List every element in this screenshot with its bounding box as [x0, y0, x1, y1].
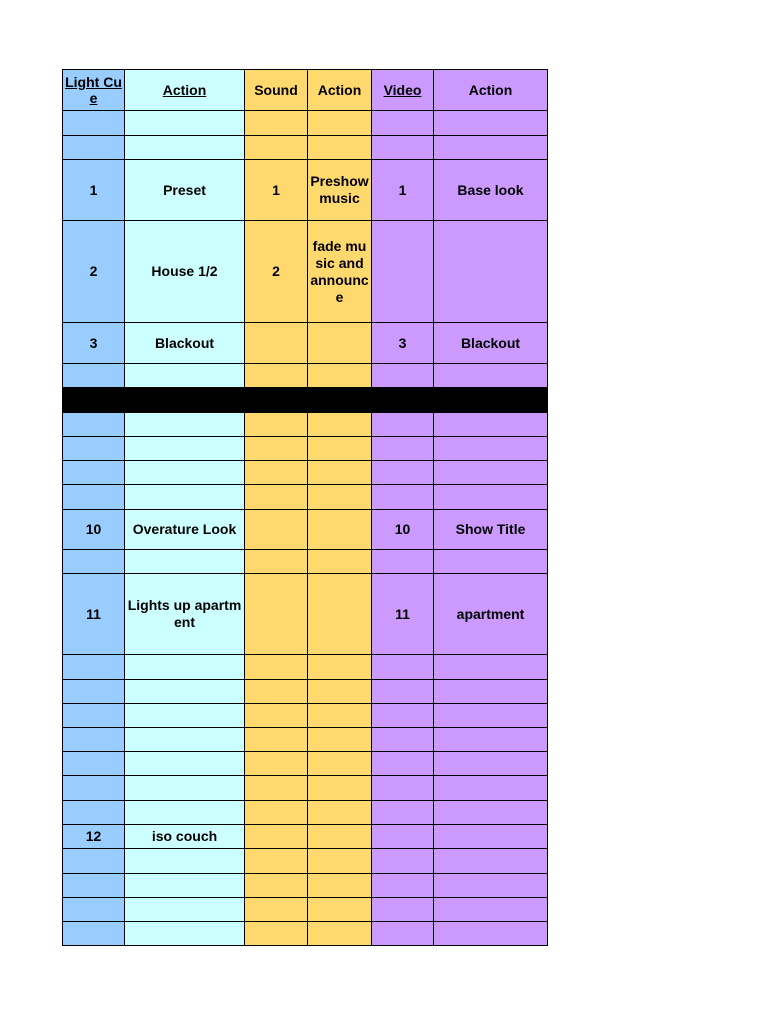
- sound-cue-cell[interactable]: [245, 728, 308, 752]
- light-action-cell[interactable]: [125, 136, 245, 160]
- light-cue-cell[interactable]: [63, 136, 125, 160]
- light-action-cell[interactable]: iso couch: [125, 825, 245, 849]
- light-cue-cell[interactable]: [63, 728, 125, 752]
- cue-row: [63, 111, 548, 136]
- cue-row: [63, 776, 548, 801]
- video-cue-cell[interactable]: [372, 437, 434, 461]
- video-cue-cell[interactable]: [372, 752, 434, 776]
- light-action-cell[interactable]: [125, 437, 245, 461]
- sound-action-cell[interactable]: [308, 849, 372, 874]
- sound-action-cell[interactable]: [308, 413, 372, 437]
- video-action-cell[interactable]: [434, 752, 548, 776]
- header-sound-action: Action: [308, 70, 372, 111]
- light-cue-cell[interactable]: [63, 655, 125, 680]
- cue-row: [63, 655, 548, 680]
- light-action-cell[interactable]: [125, 461, 245, 485]
- sound-action-cell[interactable]: fade music and announce: [308, 221, 372, 323]
- video-action-cell[interactable]: [434, 221, 548, 323]
- video-action-cell[interactable]: apartment: [434, 574, 548, 655]
- header-light-action: Action: [125, 70, 245, 111]
- video-cue-cell[interactable]: [372, 874, 434, 898]
- light-action-cell[interactable]: [125, 704, 245, 728]
- cue-row: [63, 574, 548, 655]
- sound-action-cell[interactable]: [308, 922, 372, 946]
- cue-row: [63, 922, 548, 946]
- light-cue-cell[interactable]: [63, 752, 125, 776]
- sound-cue-cell[interactable]: [245, 550, 308, 574]
- cue-row: [63, 413, 548, 437]
- sound-action-cell[interactable]: [308, 323, 372, 364]
- separator-cell: [125, 388, 245, 413]
- sound-cue-cell[interactable]: [245, 461, 308, 485]
- video-cue-cell[interactable]: [372, 849, 434, 874]
- sound-action-cell[interactable]: [308, 752, 372, 776]
- cue-row: [63, 364, 548, 388]
- cue-row: [63, 221, 548, 323]
- cue-row: [63, 752, 548, 776]
- sound-cue-cell[interactable]: [245, 136, 308, 160]
- sound-cue-cell[interactable]: [245, 680, 308, 704]
- video-cue-cell[interactable]: [372, 898, 434, 922]
- video-cue-cell[interactable]: 11: [372, 574, 434, 655]
- sound-action-cell[interactable]: [308, 825, 372, 849]
- light-action-cell[interactable]: [125, 898, 245, 922]
- sound-action-cell[interactable]: [308, 136, 372, 160]
- video-action-cell[interactable]: [434, 898, 548, 922]
- cue-row: [63, 680, 548, 704]
- cue-row: [63, 136, 548, 160]
- light-cue-cell[interactable]: [63, 111, 125, 136]
- video-action-cell[interactable]: [434, 728, 548, 752]
- sound-cue-cell[interactable]: [245, 898, 308, 922]
- light-cue-cell[interactable]: [63, 680, 125, 704]
- header-light-cue: Light Cue: [63, 70, 125, 111]
- sound-action-cell[interactable]: [308, 776, 372, 801]
- video-cue-cell[interactable]: [372, 485, 434, 510]
- separator-cell: [372, 388, 434, 413]
- video-action-cell[interactable]: [434, 874, 548, 898]
- separator-cell: [245, 388, 308, 413]
- video-cue-cell[interactable]: [372, 364, 434, 388]
- light-action-cell[interactable]: [125, 364, 245, 388]
- sound-action-cell[interactable]: [308, 704, 372, 728]
- video-action-cell[interactable]: Base look: [434, 160, 548, 221]
- sound-action-cell[interactable]: Preshow music: [308, 160, 372, 221]
- video-action-cell[interactable]: [434, 680, 548, 704]
- video-action-cell[interactable]: [434, 461, 548, 485]
- light-action-cell[interactable]: [125, 849, 245, 874]
- cue-row: [63, 323, 548, 364]
- light-action-cell[interactable]: [125, 801, 245, 825]
- video-action-cell[interactable]: [434, 437, 548, 461]
- video-cue-cell[interactable]: [372, 221, 434, 323]
- light-cue-cell[interactable]: 2: [63, 221, 125, 323]
- light-action-cell[interactable]: [125, 728, 245, 752]
- sound-cue-cell[interactable]: [245, 801, 308, 825]
- light-cue-cell[interactable]: [63, 874, 125, 898]
- sound-action-cell[interactable]: [308, 655, 372, 680]
- video-cue-cell[interactable]: [372, 704, 434, 728]
- light-cue-cell[interactable]: [63, 898, 125, 922]
- light-action-cell[interactable]: [125, 485, 245, 510]
- video-action-cell[interactable]: [434, 922, 548, 946]
- video-cue-cell[interactable]: 1: [372, 160, 434, 221]
- cue-row: [63, 825, 548, 849]
- sound-cue-cell[interactable]: [245, 752, 308, 776]
- video-cue-cell[interactable]: [372, 413, 434, 437]
- cue-row: [63, 728, 548, 752]
- video-action-cell[interactable]: [434, 413, 548, 437]
- video-cue-cell[interactable]: 3: [372, 323, 434, 364]
- light-action-cell[interactable]: Overature Look: [125, 510, 245, 550]
- light-cue-cell[interactable]: 1: [63, 160, 125, 221]
- light-action-cell[interactable]: [125, 922, 245, 946]
- video-action-cell[interactable]: [434, 550, 548, 574]
- video-cue-cell[interactable]: [372, 922, 434, 946]
- sound-cue-cell[interactable]: [245, 922, 308, 946]
- sound-action-cell[interactable]: [308, 510, 372, 550]
- video-cue-cell[interactable]: [372, 136, 434, 160]
- video-action-cell[interactable]: [434, 776, 548, 801]
- cue-row: [63, 801, 548, 825]
- cue-row: [63, 510, 548, 550]
- video-cue-cell[interactable]: [372, 776, 434, 801]
- sound-cue-cell[interactable]: [245, 655, 308, 680]
- video-action-cell[interactable]: [434, 364, 548, 388]
- light-cue-cell[interactable]: [63, 801, 125, 825]
- light-action-cell[interactable]: [125, 874, 245, 898]
- cue-row: [63, 704, 548, 728]
- sound-action-cell[interactable]: [308, 728, 372, 752]
- light-action-cell[interactable]: Lights up apartment: [125, 574, 245, 655]
- header-video-cue: Video: [372, 70, 434, 111]
- video-action-cell[interactable]: [434, 655, 548, 680]
- cue-row: [63, 550, 548, 574]
- video-cue-cell[interactable]: [372, 550, 434, 574]
- video-cue-cell[interactable]: 10: [372, 510, 434, 550]
- video-action-cell[interactable]: [434, 111, 548, 136]
- sound-cue-cell[interactable]: [245, 413, 308, 437]
- video-cue-cell[interactable]: [372, 655, 434, 680]
- cue-sheet-table: [62, 69, 548, 946]
- light-cue-cell[interactable]: [63, 704, 125, 728]
- separator-cell: [434, 388, 548, 413]
- light-cue-cell[interactable]: [63, 413, 125, 437]
- sound-cue-cell[interactable]: [245, 323, 308, 364]
- light-cue-cell[interactable]: [63, 776, 125, 801]
- sound-cue-cell[interactable]: [245, 825, 308, 849]
- light-cue-cell[interactable]: 10: [63, 510, 125, 550]
- light-cue-cell[interactable]: [63, 437, 125, 461]
- light-cue-cell[interactable]: 12: [63, 825, 125, 849]
- header-row: [63, 70, 548, 111]
- sound-action-cell[interactable]: [308, 364, 372, 388]
- sound-cue-cell[interactable]: [245, 485, 308, 510]
- video-action-cell[interactable]: [434, 825, 548, 849]
- video-action-cell[interactable]: [434, 136, 548, 160]
- light-action-cell[interactable]: Preset: [125, 160, 245, 221]
- sound-action-cell[interactable]: [308, 461, 372, 485]
- cue-row: [63, 437, 548, 461]
- video-action-cell[interactable]: Show Title: [434, 510, 548, 550]
- sound-action-cell[interactable]: [308, 437, 372, 461]
- sound-action-cell[interactable]: [308, 898, 372, 922]
- video-action-cell[interactable]: Blackout: [434, 323, 548, 364]
- sound-action-cell[interactable]: [308, 550, 372, 574]
- light-cue-cell[interactable]: [63, 364, 125, 388]
- separator-cell: [308, 388, 372, 413]
- light-cue-cell[interactable]: [63, 461, 125, 485]
- cue-row: [63, 160, 548, 221]
- sound-action-cell[interactable]: [308, 801, 372, 825]
- video-action-cell[interactable]: [434, 704, 548, 728]
- sound-cue-cell[interactable]: [245, 776, 308, 801]
- light-cue-cell[interactable]: [63, 550, 125, 574]
- light-cue-cell[interactable]: [63, 849, 125, 874]
- cue-row: [63, 461, 548, 485]
- light-action-cell[interactable]: [125, 413, 245, 437]
- video-cue-cell[interactable]: [372, 680, 434, 704]
- video-cue-cell[interactable]: [372, 825, 434, 849]
- sound-action-cell[interactable]: [308, 874, 372, 898]
- header-sound-cue: Sound: [245, 70, 308, 111]
- video-cue-cell[interactable]: [372, 728, 434, 752]
- light-action-cell[interactable]: [125, 655, 245, 680]
- cue-row: [63, 874, 548, 898]
- sound-cue-cell[interactable]: [245, 111, 308, 136]
- sound-action-cell[interactable]: [308, 111, 372, 136]
- cue-row: [63, 849, 548, 874]
- light-action-cell[interactable]: [125, 680, 245, 704]
- light-action-cell[interactable]: [125, 752, 245, 776]
- video-cue-cell[interactable]: [372, 461, 434, 485]
- sound-cue-cell[interactable]: [245, 574, 308, 655]
- sound-action-cell[interactable]: [308, 485, 372, 510]
- light-action-cell[interactable]: Blackout: [125, 323, 245, 364]
- light-action-cell[interactable]: [125, 111, 245, 136]
- sound-action-cell[interactable]: [308, 574, 372, 655]
- header-video-action: Action: [434, 70, 548, 111]
- sound-cue-cell[interactable]: 2: [245, 221, 308, 323]
- video-cue-cell[interactable]: [372, 801, 434, 825]
- sound-cue-cell[interactable]: 1: [245, 160, 308, 221]
- video-action-cell[interactable]: [434, 485, 548, 510]
- light-action-cell[interactable]: [125, 550, 245, 574]
- light-action-cell[interactable]: House 1/2: [125, 221, 245, 323]
- video-cue-cell[interactable]: [372, 111, 434, 136]
- video-action-cell[interactable]: [434, 849, 548, 874]
- sound-cue-cell[interactable]: [245, 704, 308, 728]
- light-cue-cell[interactable]: [63, 922, 125, 946]
- sound-cue-cell[interactable]: [245, 364, 308, 388]
- cue-row: [63, 485, 548, 510]
- light-cue-cell[interactable]: 11: [63, 574, 125, 655]
- video-action-cell[interactable]: [434, 801, 548, 825]
- light-cue-cell[interactable]: [63, 485, 125, 510]
- separator-bar: [63, 388, 548, 413]
- sound-cue-cell[interactable]: [245, 849, 308, 874]
- sound-action-cell[interactable]: [308, 680, 372, 704]
- sound-cue-cell[interactable]: [245, 437, 308, 461]
- sound-cue-cell[interactable]: [245, 510, 308, 550]
- sound-cue-cell[interactable]: [245, 874, 308, 898]
- light-cue-cell[interactable]: 3: [63, 323, 125, 364]
- light-action-cell[interactable]: [125, 776, 245, 801]
- cue-row: [63, 898, 548, 922]
- separator-cell: [63, 388, 125, 413]
